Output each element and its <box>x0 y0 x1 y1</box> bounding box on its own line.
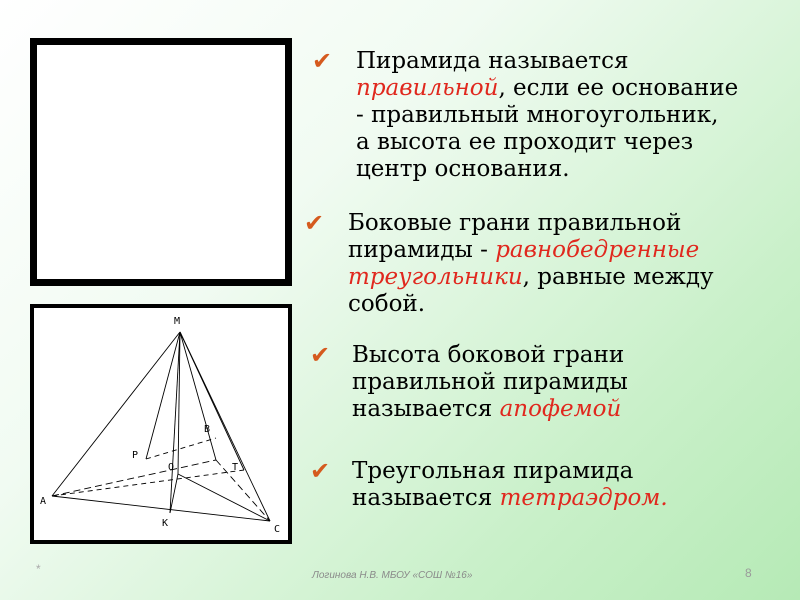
pyramid-diagram-svg <box>34 308 288 540</box>
text-segment: собой. <box>348 291 426 317</box>
text-line <box>356 156 738 183</box>
text-segment: пирамиды - <box>348 237 496 263</box>
text-line <box>352 485 668 512</box>
highlighted-term: тетраэдром. <box>499 485 668 511</box>
text-segment: , равные между <box>522 264 714 290</box>
text-segment: а высота ее проходит через <box>356 129 694 155</box>
check-icon: ✔ <box>310 457 331 485</box>
page-number: 8 <box>745 566 752 580</box>
segment-pb <box>146 438 216 459</box>
median-co <box>178 474 270 521</box>
label-b: B <box>204 424 211 435</box>
lateral-faces-statement <box>304 209 714 318</box>
text-segment: правильной пирамиды <box>352 369 628 395</box>
bullet-text <box>352 342 628 423</box>
text-line <box>356 102 738 129</box>
blank-image-frame <box>30 38 292 286</box>
text-line <box>348 237 714 264</box>
text-segment: называется <box>352 485 500 511</box>
bullet-text <box>348 210 714 318</box>
label-p: P <box>132 450 139 461</box>
label-o: O <box>168 462 175 473</box>
edge-bc-hidden <box>216 460 270 521</box>
apothem-definition <box>310 342 628 423</box>
tetrahedron-definition <box>310 458 668 512</box>
edge-ma <box>52 332 180 496</box>
edge-ab-hidden <box>52 460 216 496</box>
highlighted-term: апофемой <box>499 396 622 422</box>
text-segment: - правильный многоугольник, <box>356 102 719 128</box>
highlighted-term: треугольники <box>348 264 523 290</box>
label-m: M <box>174 316 181 327</box>
definition-regular-pyramid <box>312 47 739 183</box>
blank-image-area <box>34 42 288 282</box>
text-segment: , если ее основание <box>498 75 739 101</box>
text-segment: Треугольная пирамида <box>352 458 634 484</box>
edge-ac <box>52 496 270 521</box>
text-line <box>352 458 668 485</box>
apothem-mp <box>146 332 180 459</box>
label-c: C <box>274 524 281 535</box>
footer-star: * <box>36 562 41 576</box>
label-t: T <box>232 462 239 473</box>
text-segment: Пирамида называется <box>356 48 629 74</box>
footer-author: Логинова Н.В. МБОУ «СОШ №16» <box>312 570 473 581</box>
check-icon: ✔ <box>310 341 331 369</box>
text-line <box>348 291 714 318</box>
pyramid-diagram-frame <box>30 304 292 544</box>
text-line <box>356 129 738 156</box>
label-k: K <box>162 518 169 529</box>
text-line <box>356 75 738 102</box>
text-line <box>352 396 628 423</box>
text-line <box>348 264 714 291</box>
text-line <box>348 210 714 237</box>
text-segment: называется <box>352 396 500 422</box>
apothem-mt <box>180 332 244 470</box>
highlighted-term: правильной <box>356 75 499 101</box>
text-line <box>352 369 628 396</box>
bullet-text <box>356 48 738 183</box>
text-segment: Боковые грани правильной <box>348 210 682 236</box>
text-segment: Высота боковой грани <box>352 342 625 368</box>
pyramid-diagram <box>34 308 288 540</box>
highlighted-term: равнобедренные <box>495 237 700 263</box>
text-line <box>356 48 738 75</box>
text-segment: центр основания. <box>356 156 570 182</box>
label-a: A <box>40 496 47 507</box>
median-at <box>52 470 244 496</box>
check-icon: ✔ <box>312 47 333 75</box>
check-icon: ✔ <box>304 209 325 237</box>
bullet-text <box>352 458 668 512</box>
text-line <box>352 342 628 369</box>
